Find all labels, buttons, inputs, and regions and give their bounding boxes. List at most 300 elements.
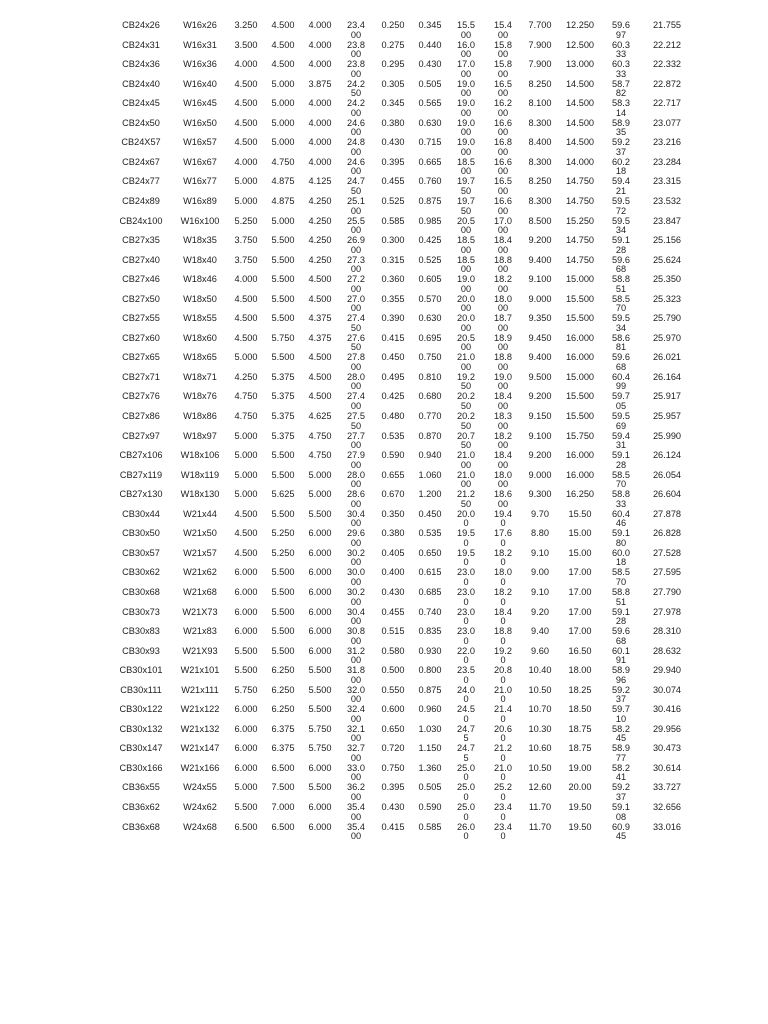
cell-col-7: 0.415	[381, 821, 405, 832]
cell-col-10: 15.800	[494, 59, 512, 79]
cell-col-6: 24.250	[347, 78, 365, 99]
cell-col-6: 27.650	[347, 332, 365, 353]
cell-col-7: 0.300	[381, 235, 405, 246]
cell-col-14: 33.727	[652, 782, 682, 793]
cell-col-12: 16.000	[565, 450, 595, 461]
cell-col-8: 0.715	[418, 137, 442, 148]
cell-col-8: 0.565	[418, 98, 442, 109]
cell-col-12: 15.500	[565, 411, 595, 421]
cell-col-6: 27.300	[347, 254, 365, 275]
cell-col-12: 16.000	[565, 352, 595, 363]
cell-col-11: 9.100	[528, 430, 552, 441]
cell-castellated-section: CB30x166	[119, 762, 163, 773]
cell-col-8: 0.630	[418, 117, 442, 128]
cell-col-8: 1.030	[418, 723, 442, 734]
cell-col-13: 59.697	[612, 20, 630, 40]
cell-wide-flange-section: W18x65	[183, 352, 217, 363]
cell-castellated-section: CB27x97	[122, 430, 160, 441]
cell-col-10: 23.40	[494, 821, 512, 842]
cell-col-9: 20.500	[457, 332, 475, 353]
cell-col-12: 15.250	[565, 215, 595, 226]
cell-castellated-section: CB36x55	[122, 782, 160, 793]
cell-col-4: 7.500	[271, 782, 295, 793]
cell-col-9: 20.250	[457, 391, 475, 412]
cell-col-13: 60.499	[612, 371, 630, 392]
cell-col-14: 25.957	[652, 411, 682, 421]
cell-col-14: 27.595	[652, 567, 682, 578]
cell-castellated-section: CB27x46	[122, 274, 160, 285]
cell-col-3: 6.000	[234, 626, 258, 637]
cell-col-6: 28.000	[347, 371, 365, 392]
cell-col-8: 0.425	[418, 235, 442, 246]
cell-castellated-section: CB27x65	[122, 352, 160, 363]
cell-col-5: 5.000	[308, 469, 332, 480]
cell-col-13: 60.945	[612, 821, 630, 842]
cell-wide-flange-section: W18x55	[183, 313, 217, 324]
cell-col-11: 9.350	[528, 313, 552, 324]
cell-col-8: 0.960	[418, 704, 442, 715]
cell-col-9: 20.250	[457, 411, 475, 431]
cell-wide-flange-section: W21x50	[183, 528, 217, 539]
cell-castellated-section: CB30x122	[119, 704, 163, 715]
cell-col-5: 6.000	[308, 528, 332, 539]
cell-wide-flange-section: W18x46	[183, 274, 217, 285]
cell-col-11: 8.400	[528, 137, 552, 148]
cell-col-14: 30.614	[652, 762, 682, 773]
cell-col-6: 29.600	[347, 528, 365, 548]
cell-col-5: 6.000	[308, 586, 332, 597]
cell-col-3: 4.000	[234, 59, 258, 70]
cell-castellated-section: CB30x101	[119, 665, 163, 676]
cell-castellated-section: CB36x68	[122, 821, 160, 832]
cell-col-9: 21.000	[457, 469, 475, 490]
cell-wide-flange-section: W18x97	[183, 430, 217, 441]
cell-col-12: 15.500	[565, 313, 595, 324]
cell-col-3: 6.000	[234, 606, 258, 617]
cell-col-3: 4.500	[234, 313, 258, 324]
cell-col-9: 25.00	[457, 782, 475, 803]
cell-col-9: 24.75	[457, 743, 475, 763]
cell-wide-flange-section: W21x147	[180, 743, 220, 754]
cell-col-9: 20.00	[457, 508, 475, 529]
cell-col-10: 18.300	[494, 411, 512, 431]
cell-col-11: 8.80	[531, 528, 549, 539]
cell-col-6: 30.800	[347, 626, 365, 646]
cell-col-9: 19.50	[457, 547, 475, 568]
cell-col-9: 21.250	[457, 489, 475, 509]
cell-col-8: 0.430	[418, 59, 442, 70]
cell-castellated-section: CB30x147	[119, 743, 163, 754]
cell-col-13: 59.431	[612, 430, 630, 451]
cell-col-4: 6.375	[271, 743, 295, 754]
cell-col-5: 5.500	[308, 665, 332, 676]
cell-col-9: 19.000	[457, 137, 475, 157]
cell-col-5: 4.000	[308, 137, 332, 148]
cell-col-14: 21.755	[652, 20, 682, 30]
cell-col-9: 20.000	[457, 313, 475, 333]
cell-col-14: 23.077	[652, 117, 682, 128]
cell-col-11: 9.70	[531, 508, 549, 519]
cell-col-14: 22.717	[652, 98, 682, 109]
cell-col-10: 20.60	[494, 723, 512, 744]
cell-wide-flange-section: W24x62	[183, 802, 217, 812]
cell-col-7: 0.415	[381, 332, 405, 343]
cell-castellated-section: CB24x36	[122, 59, 160, 70]
cell-col-13: 59.237	[612, 684, 630, 705]
cell-castellated-section: CB30x132	[119, 723, 163, 734]
cell-col-4: 5.375	[271, 430, 295, 441]
cell-col-6: 26.900	[347, 235, 365, 255]
cell-castellated-section: CB27x71	[122, 371, 160, 382]
cell-wide-flange-section: W21x111	[181, 684, 219, 695]
cell-col-13: 60.446	[612, 508, 630, 529]
cell-castellated-section: CB27x35	[122, 235, 160, 246]
cell-col-8: 0.505	[418, 782, 442, 793]
cell-col-13: 59.668	[612, 352, 630, 372]
cell-col-10: 17.000	[494, 215, 512, 236]
cell-col-13: 60.333	[612, 59, 630, 79]
cell-col-12: 17.00	[568, 567, 592, 578]
cell-col-9: 26.00	[457, 821, 475, 842]
cell-wide-flange-section: W16x36	[183, 59, 217, 70]
cell-col-14: 26.828	[652, 528, 682, 539]
cell-col-4: 5.500	[271, 352, 295, 363]
cell-col-11: 10.60	[528, 743, 552, 754]
cell-col-7: 0.390	[381, 313, 405, 324]
cell-wide-flange-section: W18x50	[183, 293, 217, 304]
cell-col-12: 14.500	[565, 78, 595, 89]
cell-castellated-section: CB27x76	[122, 391, 160, 402]
cell-col-13: 58.245	[612, 723, 630, 744]
cell-col-5: 4.500	[308, 274, 332, 285]
cell-col-4: 5.500	[271, 567, 295, 578]
cell-col-13: 58.241	[612, 762, 630, 783]
cell-col-13: 59.534	[612, 215, 630, 236]
cell-col-10: 18.200	[494, 430, 512, 451]
cell-col-5: 6.000	[308, 645, 332, 656]
cell-col-7: 0.535	[381, 430, 405, 441]
cell-col-10: 18.800	[494, 352, 512, 372]
cell-col-13: 59.128	[612, 450, 630, 470]
cell-col-10: 18.700	[494, 313, 512, 333]
cell-col-11: 9.60	[531, 645, 549, 656]
cell-castellated-section: CB27x60	[122, 332, 160, 343]
cell-col-8: 0.810	[418, 371, 442, 382]
cell-col-7: 0.355	[381, 293, 405, 304]
cell-col-7: 0.720	[381, 743, 405, 754]
cell-col-4: 5.000	[271, 215, 295, 226]
cell-col-6: 28.000	[347, 469, 365, 490]
cell-castellated-section: CB27x106	[119, 450, 163, 461]
cell-col-14: 26.021	[652, 352, 682, 363]
cell-col-4: 5.375	[271, 371, 295, 382]
cell-col-7: 0.550	[381, 684, 405, 695]
cell-col-4: 5.250	[271, 547, 295, 558]
cell-col-13: 59.705	[612, 391, 630, 412]
cell-col-10: 18.000	[494, 469, 512, 490]
cell-col-14: 30.074	[652, 684, 682, 695]
cell-col-14: 29.956	[652, 723, 682, 734]
cell-col-3: 4.500	[234, 547, 258, 558]
cell-col-10: 16.500	[494, 176, 512, 196]
cell-col-7: 0.480	[381, 411, 405, 421]
cell-wide-flange-section: W16x31	[183, 39, 217, 50]
cell-col-14: 23.216	[652, 137, 682, 148]
cell-col-7: 0.580	[381, 645, 405, 656]
cell-col-11: 9.400	[528, 352, 552, 363]
cell-col-12: 16.250	[565, 489, 595, 500]
cell-col-13: 59.569	[612, 411, 630, 431]
cell-col-4: 4.875	[271, 176, 295, 187]
cell-castellated-section: CB24x100	[119, 215, 163, 226]
cell-col-7: 0.455	[381, 176, 405, 187]
cell-col-11: 9.20	[531, 606, 549, 617]
cell-col-7: 0.395	[381, 782, 405, 793]
cell-col-4: 5.000	[271, 98, 295, 109]
cell-col-12: 15.50	[568, 508, 592, 519]
cell-col-9: 24.50	[457, 704, 475, 724]
cell-col-7: 0.400	[381, 567, 405, 578]
cell-col-13: 58.570	[612, 469, 630, 490]
cell-col-6: 27.800	[347, 352, 365, 372]
cell-col-7: 0.585	[381, 215, 405, 226]
cell-col-12: 18.00	[568, 665, 592, 676]
cell-col-5: 4.000	[308, 156, 332, 167]
cell-col-3: 3.500	[234, 39, 258, 50]
cell-col-11: 10.50	[528, 762, 552, 773]
cell-col-4: 5.500	[271, 313, 295, 324]
cell-castellated-section: CB24x40	[122, 78, 160, 89]
cell-col-7: 0.655	[381, 469, 405, 480]
cell-col-4: 5.500	[271, 274, 295, 285]
cell-col-12: 15.500	[565, 391, 595, 402]
cell-col-14: 32.656	[652, 802, 682, 812]
cell-castellated-section: CB27x86	[122, 411, 160, 421]
cell-col-8: 0.450	[418, 508, 442, 519]
cell-wide-flange-section: W21x122	[180, 704, 220, 715]
cell-col-6: 30.200	[347, 547, 365, 568]
cell-col-5: 5.500	[308, 704, 332, 715]
cell-wide-flange-section: W16x50	[183, 117, 217, 128]
cell-col-4: 4.500	[271, 39, 295, 50]
cell-col-8: 0.505	[418, 78, 442, 89]
cell-col-10: 18.80	[494, 626, 512, 646]
cell-col-12: 16.50	[568, 645, 592, 656]
cell-col-8: 0.525	[418, 254, 442, 265]
cell-col-6: 23.400	[347, 20, 365, 40]
cell-col-8: 0.985	[418, 215, 442, 226]
cell-col-14: 22.212	[652, 39, 682, 50]
cell-col-11: 10.70	[528, 704, 552, 715]
cell-col-3: 4.500	[234, 293, 258, 304]
cell-col-6: 30.200	[347, 586, 365, 607]
cell-col-9: 25.00	[457, 802, 475, 822]
cell-col-12: 17.00	[568, 606, 592, 617]
cell-col-4: 6.250	[271, 684, 295, 695]
cell-col-5: 4.000	[308, 117, 332, 128]
cell-col-5: 4.000	[308, 98, 332, 109]
cell-col-6: 23.800	[347, 39, 365, 60]
cell-col-11: 7.900	[528, 59, 552, 70]
cell-castellated-section: CB30x62	[122, 567, 160, 578]
cell-col-6: 32.400	[347, 704, 365, 724]
cell-col-13: 58.996	[612, 665, 630, 685]
cell-wide-flange-section: W16x40	[183, 78, 217, 89]
cell-castellated-section: CB24x50	[122, 117, 160, 128]
cell-col-9: 18.500	[457, 254, 475, 275]
cell-wide-flange-section: W21x166	[180, 762, 220, 773]
cell-col-11: 8.100	[528, 98, 552, 109]
cell-col-10: 25.20	[494, 782, 512, 803]
cell-col-3: 4.500	[234, 508, 258, 519]
cell-col-11: 9.40	[531, 626, 549, 637]
cell-col-9: 24.75	[457, 723, 475, 744]
cell-col-5: 4.750	[308, 430, 332, 441]
cell-col-12: 17.00	[568, 586, 592, 597]
cell-col-10: 15.800	[494, 39, 512, 60]
cell-col-3: 5.000	[234, 450, 258, 461]
cell-col-5: 4.000	[308, 59, 332, 70]
cell-castellated-section: CB24x45	[122, 98, 160, 109]
cell-wide-flange-section: W18x35	[183, 235, 217, 246]
cell-col-9: 23.00	[457, 626, 475, 646]
cell-col-9: 21.000	[457, 352, 475, 372]
cell-col-5: 4.500	[308, 371, 332, 382]
cell-wide-flange-section: W21X73	[182, 606, 218, 617]
cell-col-8: 1.360	[418, 762, 442, 773]
cell-col-13: 60.018	[612, 547, 630, 568]
cell-col-13: 58.782	[612, 78, 630, 99]
cell-col-4: 4.500	[271, 20, 295, 30]
cell-castellated-section: CB27x40	[122, 254, 160, 265]
cell-castellated-section: CB30x111	[120, 684, 162, 695]
cell-col-9: 18.500	[457, 235, 475, 255]
cell-col-9: 22.00	[457, 645, 475, 666]
cell-col-12: 18.25	[568, 684, 592, 695]
cell-col-6: 25.500	[347, 215, 365, 236]
cell-col-11: 9.500	[528, 371, 552, 382]
cell-col-3: 5.500	[234, 645, 258, 656]
cell-col-7: 0.430	[381, 802, 405, 812]
cell-col-3: 4.500	[234, 528, 258, 539]
cell-wide-flange-section: W21X93	[182, 645, 218, 656]
cell-col-10: 19.40	[494, 508, 512, 529]
cell-col-10: 18.20	[494, 586, 512, 607]
cell-col-3: 5.000	[234, 352, 258, 363]
cell-col-14: 25.156	[652, 235, 682, 246]
cell-col-10: 18.40	[494, 606, 512, 627]
cell-col-6: 27.000	[347, 293, 365, 314]
cell-col-14: 30.416	[652, 704, 682, 715]
cell-col-7: 0.495	[381, 371, 405, 382]
cell-col-5: 4.250	[308, 235, 332, 246]
cell-col-14: 25.990	[652, 430, 682, 441]
cell-col-10: 19.20	[494, 645, 512, 666]
cell-col-3: 5.000	[234, 195, 258, 206]
cell-col-14: 25.917	[652, 391, 682, 402]
cell-col-8: 0.605	[418, 274, 442, 285]
cell-col-7: 0.590	[381, 450, 405, 461]
cell-col-7: 0.380	[381, 117, 405, 128]
cell-col-10: 18.800	[494, 254, 512, 275]
cell-col-9: 19.750	[457, 176, 475, 196]
cell-col-8: 0.930	[418, 645, 442, 656]
cell-col-11: 9.200	[528, 450, 552, 461]
cell-wide-flange-section: W21x101	[180, 665, 220, 676]
cell-col-5: 5.500	[308, 782, 332, 793]
cell-col-7: 0.295	[381, 59, 405, 70]
cell-col-12: 15.500	[565, 293, 595, 304]
cell-col-5: 6.000	[308, 626, 332, 637]
cell-col-8: 0.345	[418, 20, 442, 30]
cell-col-4: 5.500	[271, 508, 295, 519]
cell-wide-flange-section: W16x57	[183, 137, 217, 148]
cell-col-6: 27.200	[347, 274, 365, 294]
cell-col-5: 6.000	[308, 606, 332, 617]
cell-col-9: 19.000	[457, 274, 475, 294]
cell-col-11: 7.900	[528, 39, 552, 50]
cell-col-7: 0.750	[381, 762, 405, 773]
cell-col-9: 16.000	[457, 39, 475, 60]
cell-col-7: 0.380	[381, 528, 405, 539]
cell-col-4: 5.250	[271, 528, 295, 539]
cell-col-11: 9.000	[528, 293, 552, 304]
cell-col-3: 6.500	[234, 821, 258, 832]
cell-col-4: 4.500	[271, 59, 295, 70]
cell-col-5: 4.500	[308, 352, 332, 363]
cell-col-8: 0.615	[418, 567, 442, 578]
cell-col-5: 4.125	[308, 176, 332, 187]
cell-col-4: 6.250	[271, 704, 295, 715]
cell-col-11: 9.000	[528, 469, 552, 480]
cell-col-4: 4.875	[271, 195, 295, 206]
cell-col-3: 4.500	[234, 78, 258, 89]
cell-col-3: 5.000	[234, 782, 258, 793]
cell-col-9: 20.000	[457, 293, 475, 314]
cell-col-7: 0.650	[381, 723, 405, 734]
cell-castellated-section: CB30x50	[122, 528, 160, 539]
cell-col-14: 25.790	[652, 313, 682, 324]
cell-col-5: 4.375	[308, 332, 332, 343]
cell-col-3: 5.000	[234, 176, 258, 187]
cell-castellated-section: CB36x62	[122, 802, 160, 812]
cell-col-12: 14.750	[565, 195, 595, 206]
cell-col-11: 8.500	[528, 215, 552, 226]
cell-col-6: 30.400	[347, 606, 365, 627]
cell-col-8: 0.875	[418, 195, 442, 206]
cell-wide-flange-section: W18x86	[183, 411, 217, 421]
cell-col-3: 5.000	[234, 430, 258, 441]
cell-col-12: 15.00	[568, 528, 592, 539]
cell-col-13: 58.314	[612, 98, 630, 118]
cell-col-12: 15.000	[565, 274, 595, 285]
cell-col-14: 30.473	[652, 743, 682, 754]
cell-col-6: 35.400	[347, 821, 365, 842]
cell-col-4: 5.500	[271, 606, 295, 617]
cell-wide-flange-section: W16x26	[183, 20, 217, 30]
cell-col-3: 6.000	[234, 743, 258, 754]
cell-col-12: 14.750	[565, 254, 595, 265]
cell-col-10: 21.40	[494, 704, 512, 724]
cell-col-7: 0.600	[381, 704, 405, 715]
table-row	[0, 823, 768, 853]
cell-col-10: 18.400	[494, 450, 512, 470]
cell-col-7: 0.425	[381, 391, 405, 402]
cell-col-14: 28.310	[652, 626, 682, 637]
cell-col-3: 5.000	[234, 489, 258, 500]
cell-col-5: 5.750	[308, 743, 332, 754]
cell-col-13: 60.191	[612, 645, 630, 666]
